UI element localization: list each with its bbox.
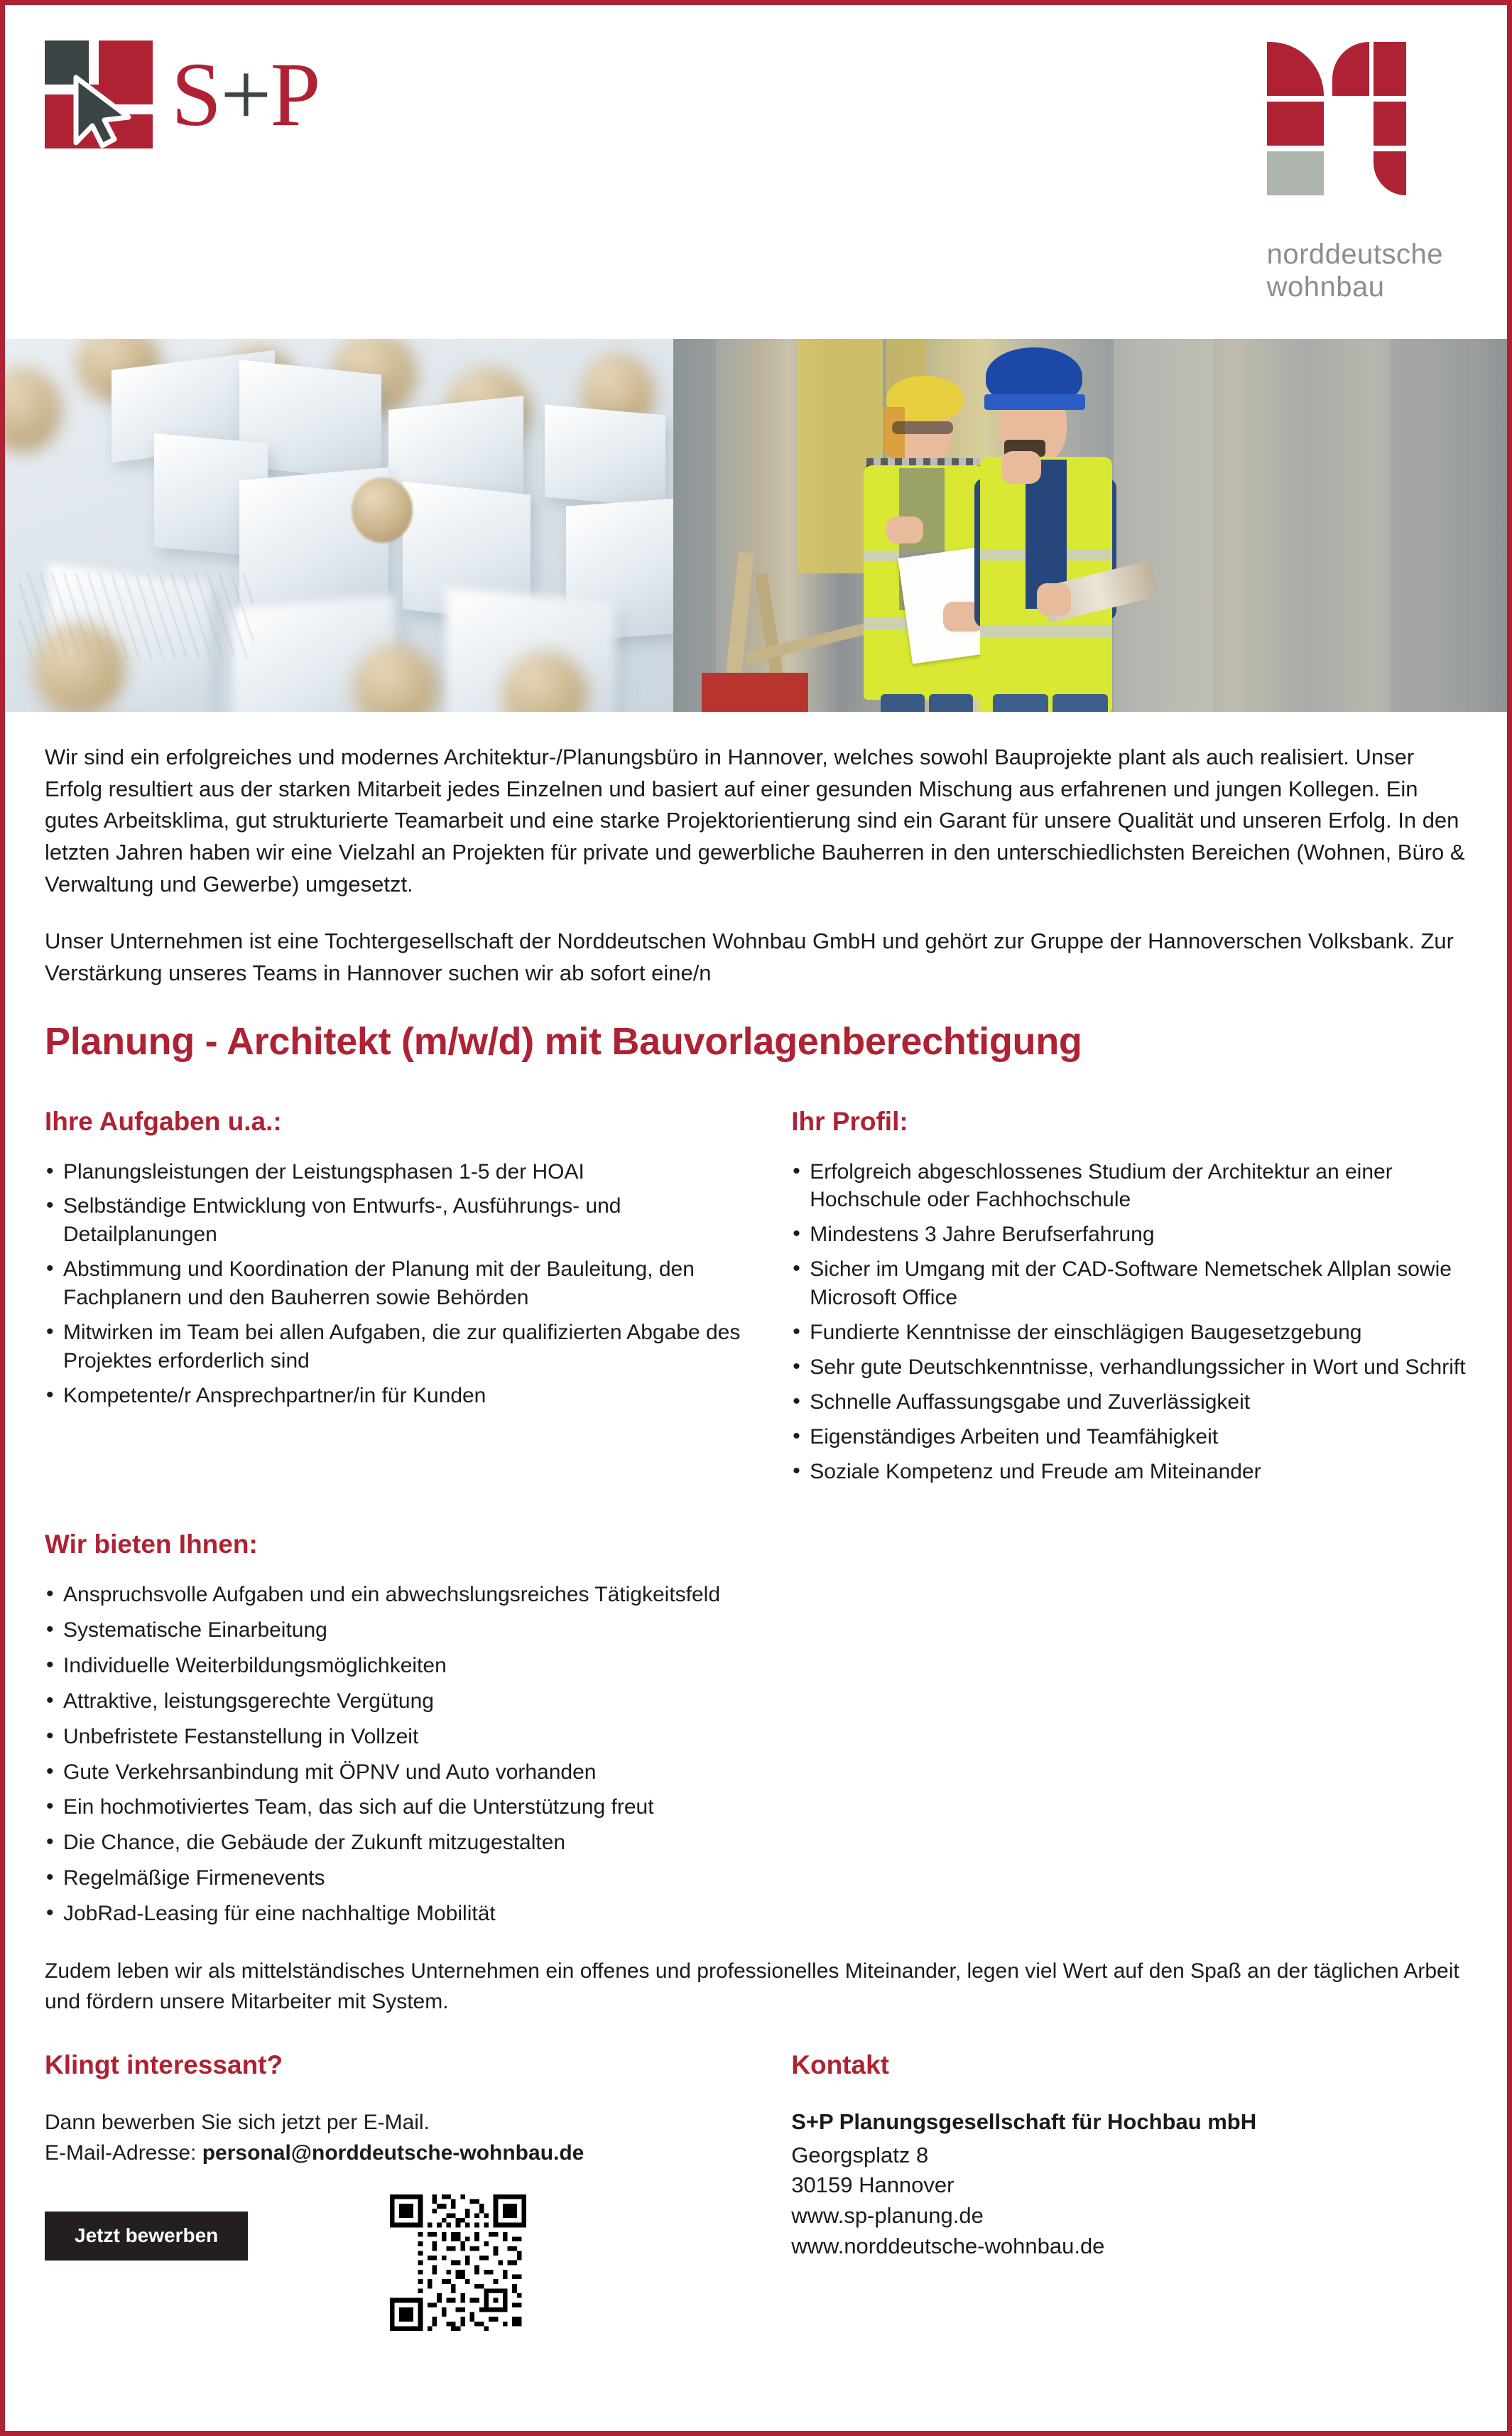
apply-heading: Klingt interessant?	[45, 2050, 283, 2080]
apply-instruction: Dann bewerben Sie sich jetzt per E-Mail.	[45, 2110, 430, 2134]
apply-button[interactable]: Jetzt bewerben	[45, 2212, 248, 2261]
list-item: • Ein hochmotiviertes Team, das sich auf die Unterstützung freut	[45, 1793, 1467, 1821]
contact-street: Georgsplatz 8	[791, 2142, 929, 2167]
profile-section	[791, 1108, 1467, 1493]
contact-section	[791, 2051, 1467, 2331]
list-item: • Sicher im Umgang mit der CAD-Software Nemetschek Allplan sowie Microsoft Office	[791, 1255, 1467, 1312]
contact-company: S+P Planungsgesellschaft für Hochbau mbH	[791, 2109, 1257, 2134]
list-item: • Sehr gute Deutschkenntnisse, verhandlungssicher in Wort und Schrift	[791, 1353, 1467, 1382]
norddeutsche-wohnbau-logo	[1267, 42, 1443, 304]
apply-section	[45, 2051, 791, 2331]
requirements-columns	[45, 1108, 1467, 1493]
cursor-square-logo-icon	[45, 40, 153, 148]
main-content	[5, 712, 1507, 2331]
list-item: • Abstimmung und Koordination der Planung mit der Bauleitung, den Fachplanern und den Bauherren sowie Behörden	[45, 1255, 763, 1312]
tasks-heading: Ihre Aufgaben u.a.:	[45, 1106, 282, 1136]
nw-logo-text	[1267, 238, 1443, 304]
hero-construction-workers-photo	[673, 339, 1507, 712]
intro-paragraph-1: Wir sind ein erfolgreiches und modernes Architektur-/Planungsbüro in Hannover, welches sowohl Bauprojekte plant als auch realisiert. Unser Erfolg resultiert aus der starken Mitarbeit jedes Einzelnen und basiert auf einer gesunden Mischung aus erfahrenen und jungen Kollegen. Ein gutes Arbeitsklima, gut strukturierte Teamarbeit und eine starke Projektorientierung sind ein Garant für unsere Qualität und unseren Erfolg. In den letzten Jahren haben wir eine Vielzahl an Projekten für private und gewerbliche Bauherren in den unterschiedlichsten Bereichen (Wohnen, Büro & Verwaltung und Gewerbe) umgesetzt.	[45, 745, 1465, 897]
list-item: • Unbefristete Festanstellung in Vollzeit	[45, 1723, 1467, 1751]
hero-image-band	[5, 339, 1507, 712]
closing-paragraph: Zudem leben wir als mittelständisches Unternehmen ein offenes und professionelles Miteinander, legen viel Wert auf den Spaß an der täglichen Arbeit und fördern unsere Mitarbeiter mit System.	[45, 1959, 1459, 2013]
benefits-section	[45, 1530, 1467, 1928]
benefits-heading: Wir bieten Ihnen:	[45, 1530, 258, 1559]
nw-logo-line2: wohnbau	[1266, 271, 1385, 303]
list-item: • Gute Verkehrsanbindung mit ÖPNV und Auto vorhanden	[45, 1758, 1467, 1787]
list-item: • Individuelle Weiterbildungsmöglichkeiten	[45, 1652, 1467, 1680]
list-item: • Soziale Kompetenz und Freude am Miteinander	[791, 1458, 1467, 1486]
profile-list	[791, 1158, 1467, 1486]
list-item: • Eigenständiges Arbeiten und Teamfähigkeit	[791, 1423, 1467, 1451]
nw-logo-line1: norddeutsche	[1266, 239, 1443, 270]
list-item: • Attraktive, leistungsgerechte Vergütung	[45, 1687, 1467, 1716]
email-label: E-Mail-Adresse:	[45, 2141, 197, 2165]
list-item: • Mitwirken im Team bei allen Aufgaben, die zur qualifizierten Abgabe des Projektes erforderlich sind	[45, 1319, 763, 1375]
list-item: • Anspruchsvolle Aufgaben und ein abwechslungsreiches Tätigkeitsfeld	[45, 1581, 1467, 1609]
apply-email-line	[45, 2138, 763, 2169]
sp-wordmark: S+P	[171, 44, 320, 145]
list-item: • Erfolgreich abgeschlossenes Studium der Architektur an einer Hochschule oder Fachhochschule	[791, 1158, 1467, 1215]
page-header	[5, 5, 1507, 339]
list-item: • Die Chance, die Gebäude der Zukunft mitzugestalten	[45, 1829, 1467, 1857]
list-item: • Systematische Einarbeitung	[45, 1616, 1467, 1645]
list-item: • Mindestens 3 Jahre Berufserfahrung	[791, 1220, 1467, 1249]
qr-code-icon[interactable]	[390, 2194, 526, 2331]
footer-columns	[45, 2051, 1467, 2331]
list-item: • JobRad-Leasing für eine nachhaltige Mobilität	[45, 1900, 1467, 1928]
email-address[interactable]: personal@norddeutsche-wohnbau.de	[202, 2141, 584, 2165]
tasks-section	[45, 1108, 791, 1493]
benefits-list	[45, 1581, 1467, 1928]
list-item: • Schnelle Auffassungsgabe und Zuverlässigkeit	[791, 1388, 1467, 1417]
nw-blocks-logo-icon	[1267, 42, 1406, 170]
list-item: • Planungsleistungen der Leistungsphasen 1-5 der HOAI	[45, 1158, 763, 1186]
contact-heading: Kontakt	[791, 2050, 889, 2080]
list-item: • Fundierte Kenntnisse der einschlägigen Baugesetzgebung	[791, 1319, 1467, 1347]
sp-company-logo	[45, 40, 320, 148]
intro-paragraph-2: Unser Unternehmen ist eine Tochtergesellschaft der Norddeutschen Wohnbau GmbH und gehört zur Gruppe der Hannoverschen Volksbank. Zur Verstärkung unseres Teams in Hannover suchen wir ab sofort eine/n	[45, 929, 1454, 985]
apply-actions	[45, 2194, 763, 2331]
contact-city: 30159 Hannover	[791, 2172, 954, 2198]
list-item: • Regelmäßige Firmenevents	[45, 1864, 1467, 1893]
contact-website-1[interactable]: www.sp-planung.de	[791, 2203, 984, 2229]
cursor-arrow-icon	[69, 75, 137, 148]
page-title: Planung - Architekt (m/w/d) mit Bauvorlagenberechtigung	[45, 1020, 1082, 1063]
tasks-list	[45, 1158, 763, 1410]
intro-text	[45, 742, 1467, 989]
list-item: • Selbständige Entwicklung von Entwurfs-, Ausführungs- und Detailplanungen	[45, 1192, 763, 1249]
list-item: • Kompetente/r Ansprechpartner/in für Kunden	[45, 1382, 763, 1410]
profile-heading: Ihr Profil:	[791, 1106, 908, 1136]
hero-architectural-model-photo	[5, 339, 673, 712]
contact-website-2[interactable]: www.norddeutsche-wohnbau.de	[791, 2233, 1105, 2258]
